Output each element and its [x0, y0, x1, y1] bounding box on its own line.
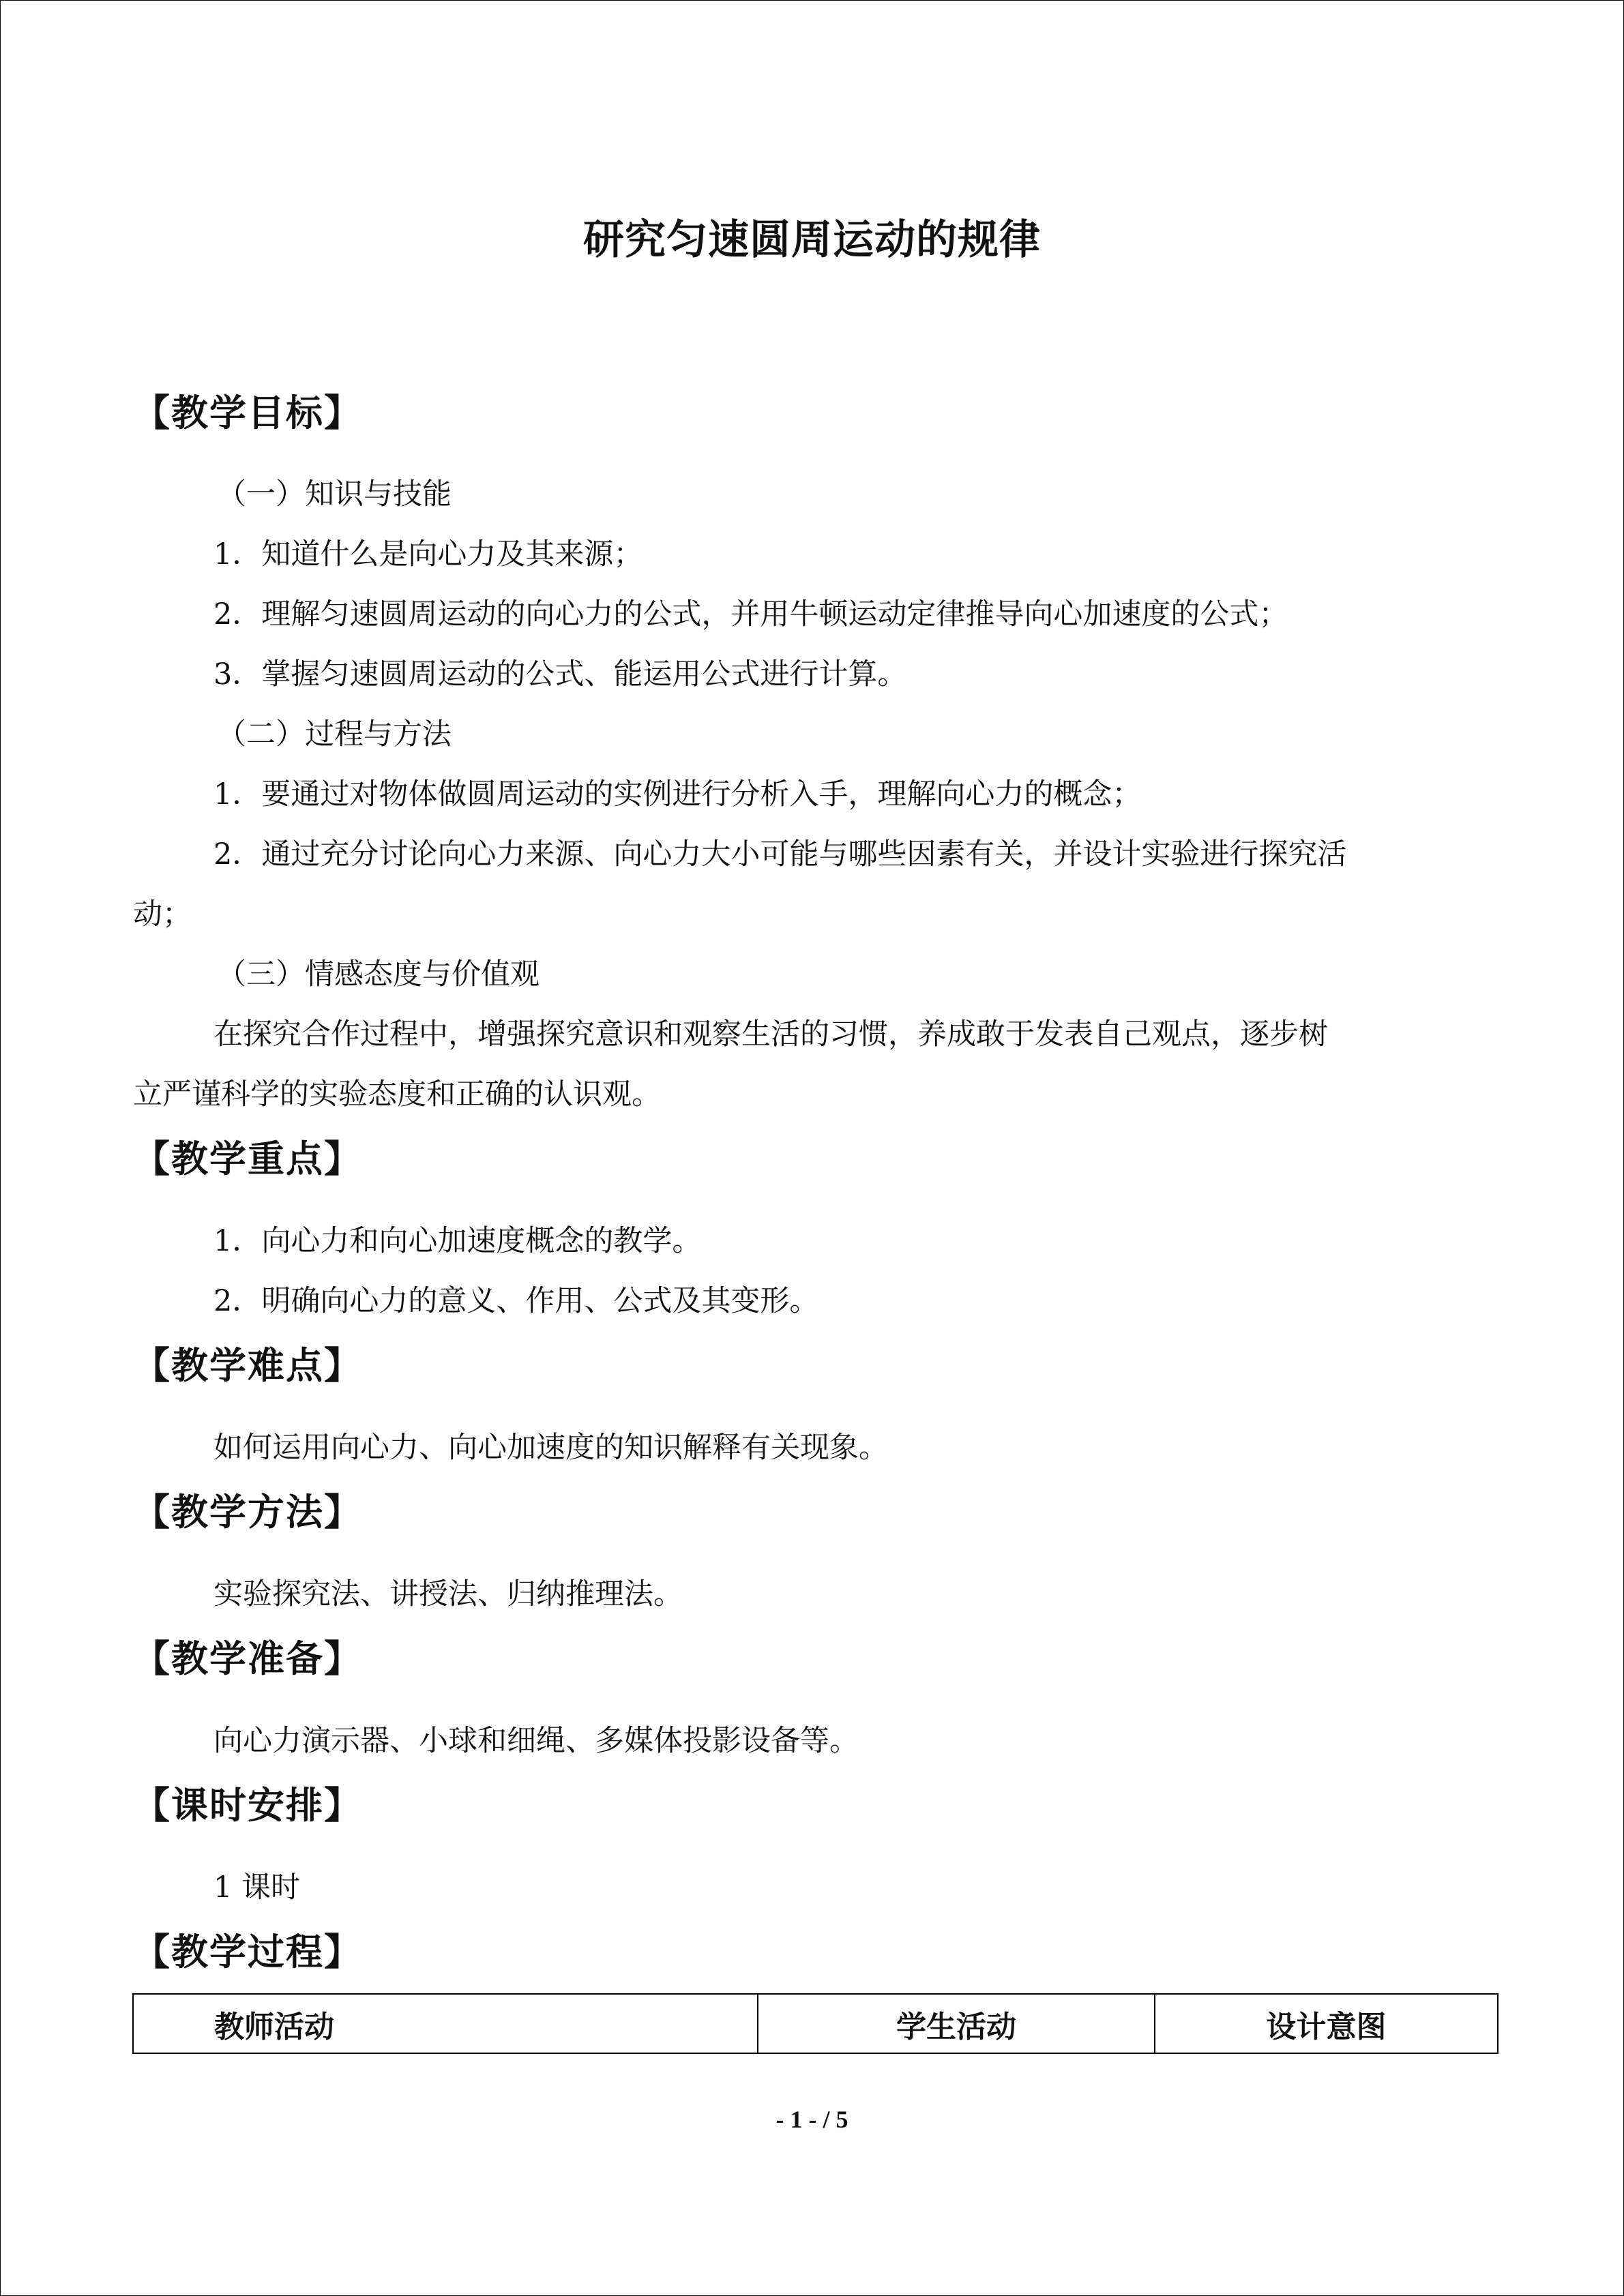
- section-heading-difficulties: 【教学难点】: [133, 1344, 362, 1387]
- process-table-header-row: [133, 1994, 1498, 2053]
- section-heading-schedule: 【课时安排】: [133, 1784, 362, 1827]
- process-table-header-student: 学生活动: [758, 1994, 1155, 2053]
- difficulties-text: 如何运用向心力、向心加速度的知识解释有关现象。: [213, 1431, 888, 1465]
- objectives-part1-title: （一）知识与技能: [217, 477, 452, 511]
- section-heading-key-points: 【教学重点】: [133, 1137, 362, 1180]
- methods-text: 实验探究法、讲授法、归纳推理法。: [213, 1577, 683, 1611]
- section-heading-preparation: 【教学准备】: [133, 1637, 362, 1680]
- objectives-part3-title: （三）情感态度与价值观: [217, 957, 540, 992]
- objectives-part2-item-1: 1．要通过对物体做圆周运动的实例进行分析入手，理解向心力的概念；: [213, 777, 1142, 811]
- section-heading-methods: 【教学方法】: [133, 1491, 362, 1534]
- objectives-part2-item-2: 2．通过充分讨论向心力来源、向心力大小可能与哪些因素有关，并设计实验进行探究活: [213, 837, 1347, 871]
- objectives-part2-title: （二）过程与方法: [217, 717, 452, 751]
- objectives-part3-line-1: 在探究合作过程中，增强探究意识和观察生活的习惯，养成敢于发表自己观点，逐步树: [213, 1017, 1328, 1052]
- key-points-item-2: 2．明确向心力的意义、作用、公式及其变形。: [213, 1284, 819, 1318]
- section-heading-process: 【教学过程】: [133, 1930, 362, 1973]
- objectives-part3-line-2: 立严谨科学的实验态度和正确的认识观。: [133, 1077, 661, 1112]
- process-table: [132, 1993, 1498, 2054]
- objectives-part1-item-3: 3．掌握匀速圆周运动的公式、能运用公式进行计算。: [213, 657, 907, 691]
- process-table-header-intent: 设计意图: [1155, 1994, 1498, 2053]
- objectives-part1-item-2: 2．理解匀速圆周运动的向心力的公式，并用牛顿运动定律推导向心加速度的公式；: [213, 597, 1288, 631]
- key-points-item-1: 1．向心力和向心加速度概念的教学。: [213, 1224, 702, 1258]
- objectives-part1-item-1: 1．知道什么是向心力及其来源；: [213, 537, 643, 571]
- page-number: - 1 - / 5: [776, 2106, 848, 2133]
- section-heading-objectives: 【教学目标】: [133, 391, 362, 434]
- process-table-header-teacher: 教师活动: [133, 1994, 758, 2053]
- preparation-text: 向心力演示器、小球和细绳、多媒体投影设备等。: [213, 1724, 859, 1758]
- schedule-text: 1 课时: [213, 1870, 301, 1905]
- objectives-part2-item-2-continued: 动；: [133, 897, 192, 931]
- document-title: 研究匀速圆周运动的规律: [583, 216, 1041, 264]
